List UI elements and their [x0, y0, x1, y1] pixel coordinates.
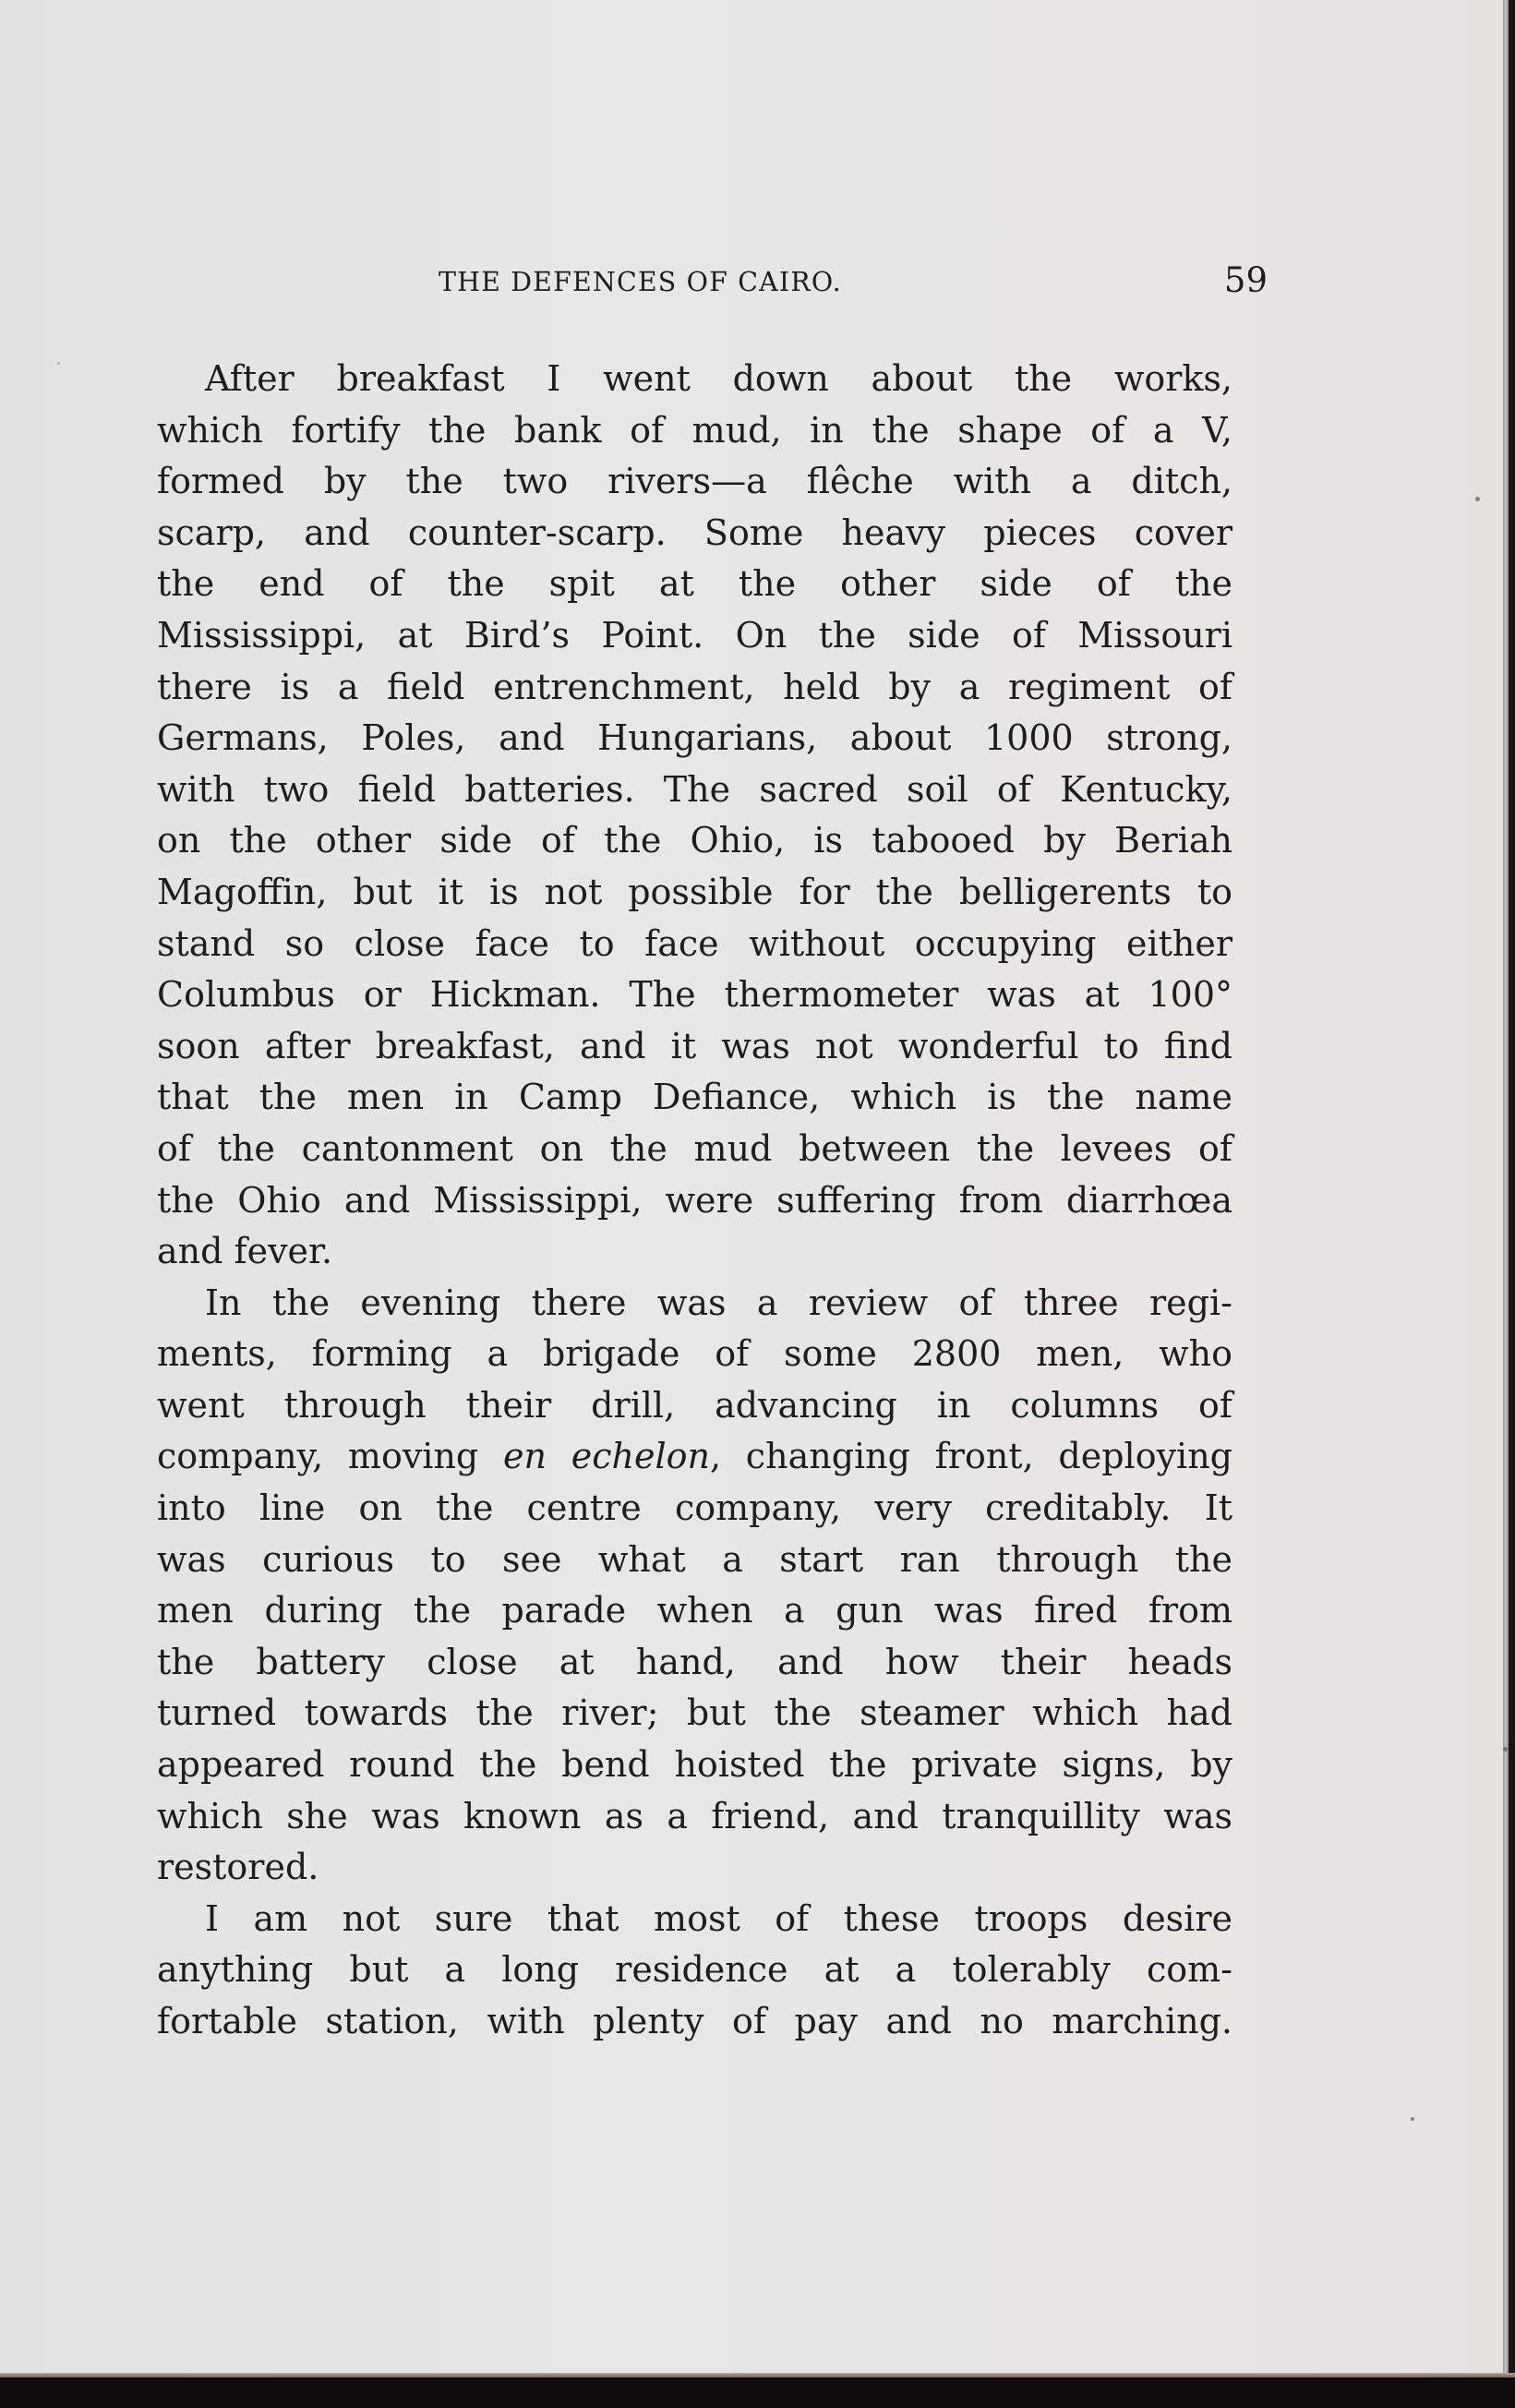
text-line: appeared round the bend hoisted the private signs, by	[157, 1744, 1232, 1786]
text-line: After breakfast I went down about the works,	[205, 358, 1232, 399]
paragraph	[157, 354, 1232, 1278]
text-line: Germans, Poles, and Hungarians, about 1000 strong,	[157, 717, 1232, 759]
text-segment: company, moving	[157, 1436, 503, 1477]
running-head: THE DEFENCES OF CAIRO.	[439, 266, 842, 297]
text-line: turned towards the river; but the steamer which had	[157, 1692, 1232, 1734]
text-line: into line on the centre company, very creditably. It	[157, 1487, 1232, 1529]
text-line: soon after breakfast, and it was not wonderful to find	[157, 1025, 1232, 1066]
text-line: men during the parade when a gun was fired from	[157, 1590, 1232, 1631]
text-segment: , changing front, deploying	[709, 1436, 1233, 1477]
text-line: the battery close at hand, and how their heads	[157, 1641, 1232, 1682]
text-line: with two field batteries. The sacred soil of Kentucky,	[157, 768, 1232, 810]
paper-speck	[1475, 497, 1480, 501]
text-line: scarp, and counter-scarp. Some heavy pieces cover	[157, 512, 1232, 553]
text-line: the Ohio and Mississippi, were suffering from diarrhœa	[157, 1179, 1232, 1221]
text-line: and fever.	[157, 1231, 333, 1272]
text-line: In the evening there was a review of three regi-	[205, 1282, 1232, 1323]
paragraph	[157, 1278, 1232, 1894]
page-header	[439, 260, 1268, 307]
text-line: that the men in Camp Defiance, which is the name	[157, 1077, 1232, 1118]
text-line: there is a field entrenchment, held by a regiment of	[157, 666, 1232, 707]
paper-speck	[1503, 1747, 1508, 1752]
paper-speck	[1411, 2117, 1414, 2121]
text-line: ments, forming a brigade of some 2800 men, who	[157, 1333, 1232, 1375]
text-line: I am not sure that most of these troops desire	[205, 1897, 1232, 1939]
text-line: of the cantonment on the mud between the levees of	[157, 1127, 1232, 1169]
text-line: restored.	[157, 1847, 319, 1888]
page-number: 59	[1223, 260, 1268, 300]
italic-phrase: en echelon	[503, 1436, 710, 1477]
text-line: anything but a long residence at a tolerably com-	[157, 1949, 1232, 1991]
text-line: stand so close face to face without occupying either	[157, 922, 1232, 964]
text-line: was curious to see what a start ran through the	[157, 1538, 1232, 1580]
scan-border-right	[1509, 0, 1515, 2408]
text-line: fortable station, with plenty of pay and no marching.	[157, 2001, 1232, 2041]
paper-speck	[57, 362, 60, 365]
text-line: which fortify the bank of mud, in the shape of a V,	[157, 409, 1232, 451]
text-line-mixed	[157, 1431, 1232, 1483]
text-line: Magoffin, but it is not possible for the belligerents to	[157, 871, 1232, 912]
paragraph	[157, 1894, 1232, 2048]
text-line: the end of the spit at the other side of the	[157, 563, 1232, 605]
text-line: formed by the two rivers—a flêche with a ditch,	[157, 461, 1232, 502]
body-text	[157, 354, 1232, 2048]
text-line: on the other side of the Ohio, is tabooed by Beriah	[157, 820, 1232, 861]
text-line: went through their drill, advancing in columns of	[157, 1384, 1232, 1426]
text-line: Mississippi, at Bird’s Point. On the side of Missouri	[157, 614, 1232, 656]
scan-border-bottom	[0, 2378, 1515, 2408]
text-line: which she was known as a friend, and tranquillity was	[157, 1795, 1232, 1836]
text-line: Columbus or Hickman. The thermometer was at 100°	[157, 974, 1232, 1016]
